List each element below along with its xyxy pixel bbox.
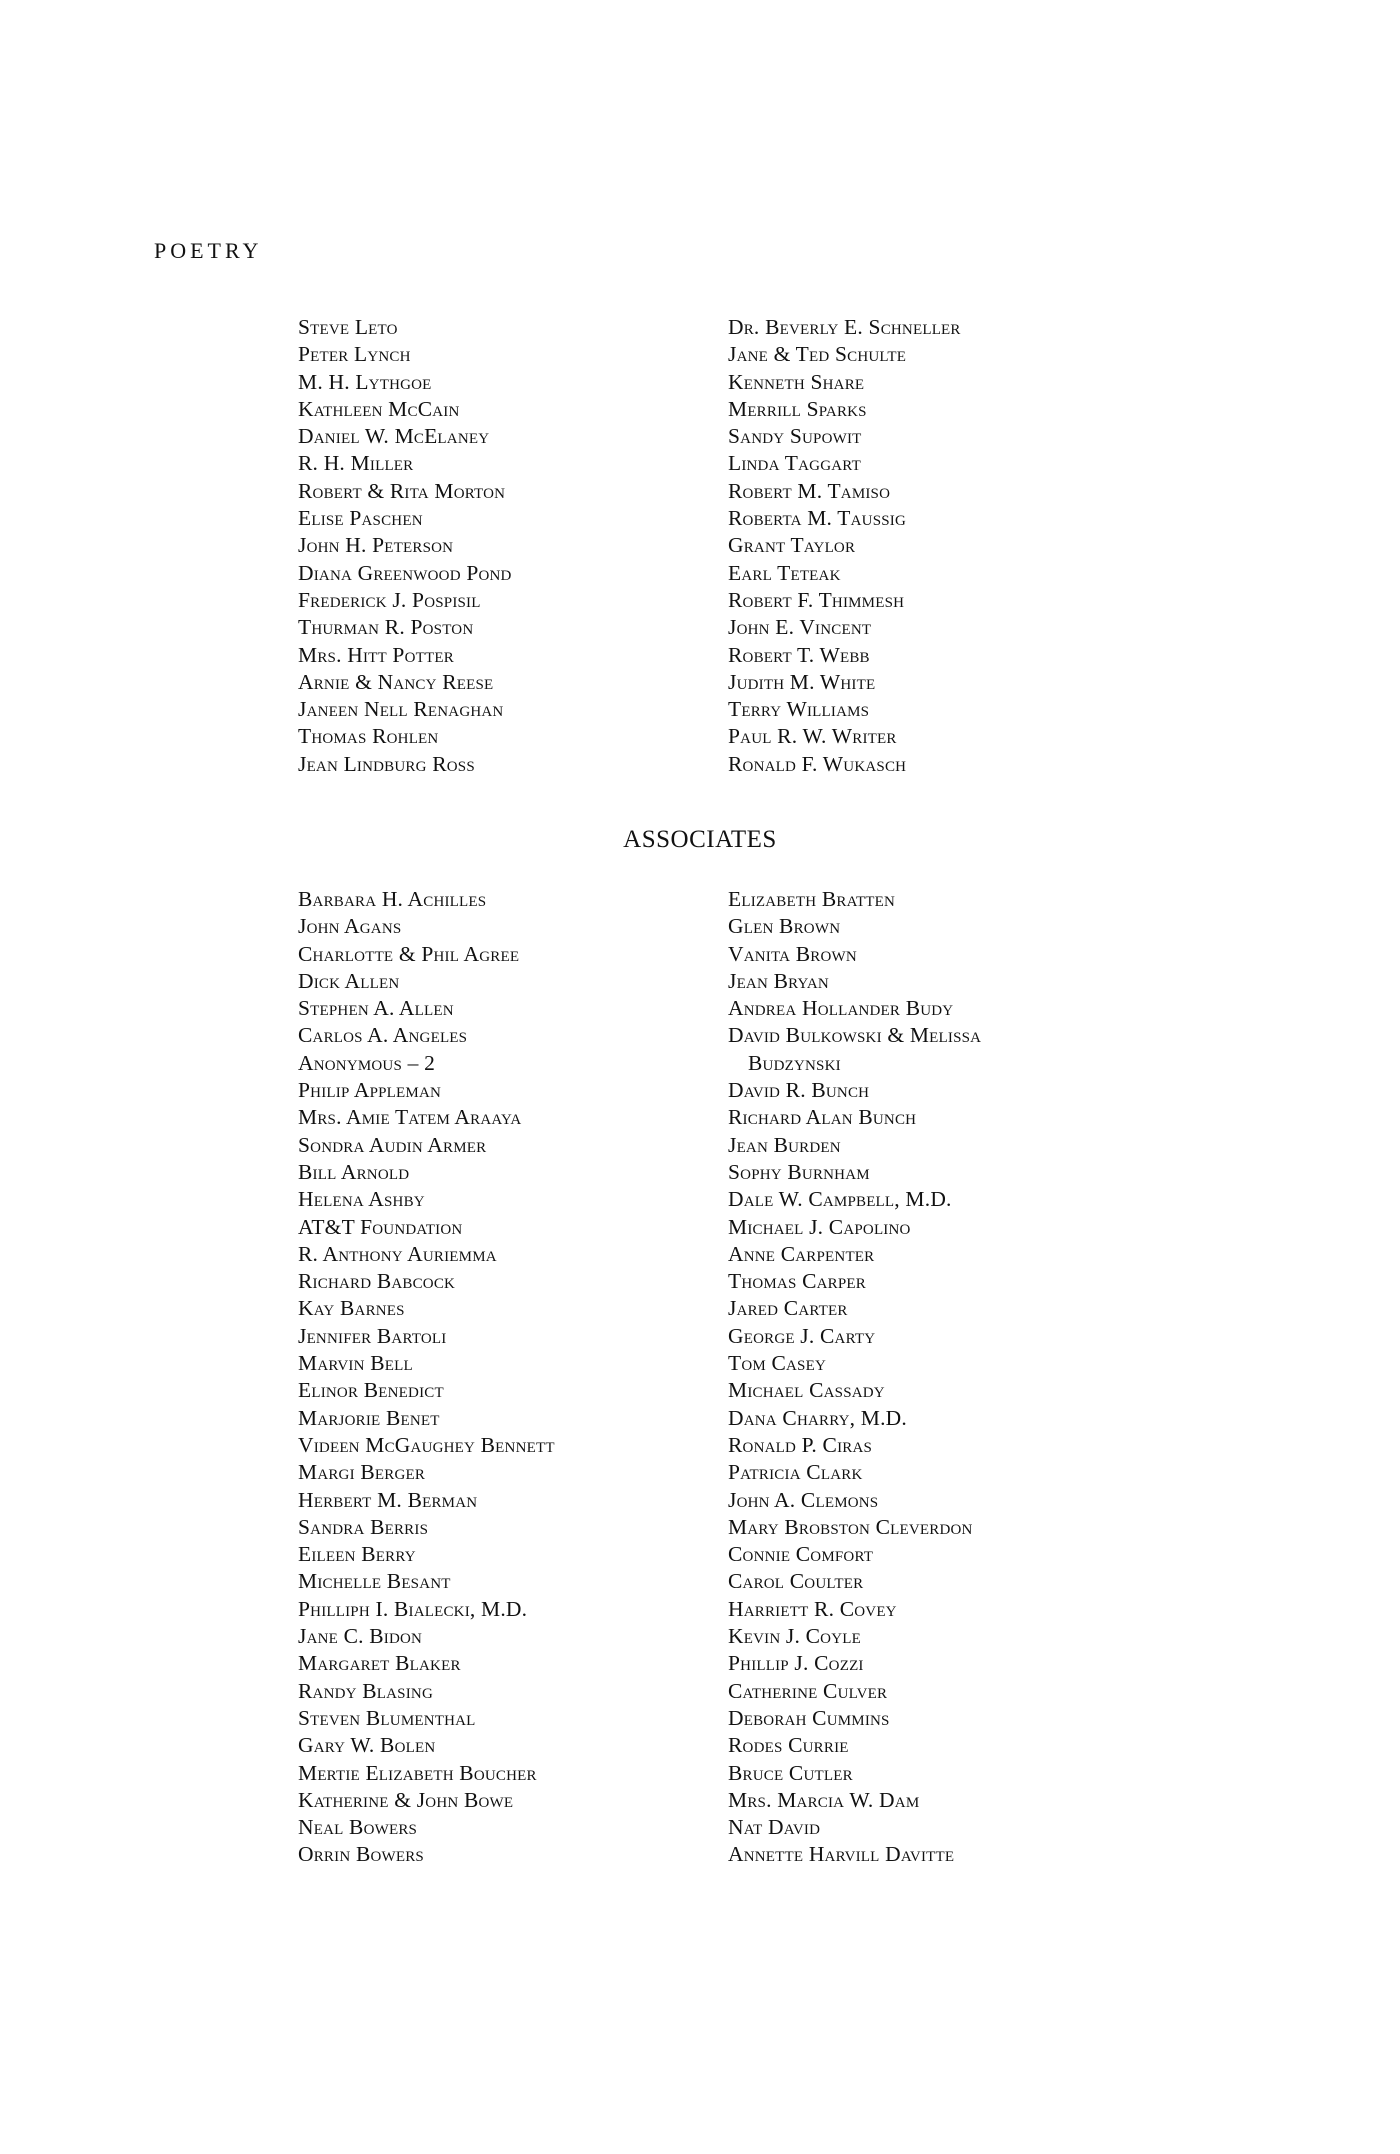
associates-heading: ASSOCIATES <box>623 826 777 853</box>
associate-name: Eileen Berry <box>298 1542 416 1567</box>
donor-name: Grant Taylor <box>728 533 856 558</box>
associate-name: Margaret Blaker <box>298 1651 461 1676</box>
associate-name-continuation: Budzynski <box>748 1050 841 1075</box>
associate-name: Charlotte & Phil Agree <box>298 941 520 966</box>
donor-name: Robert & Rita Morton <box>298 478 506 503</box>
donor-name: Robert F. Thimmesh <box>728 587 905 612</box>
associate-name: Michael Cassady <box>728 1378 885 1403</box>
associate-name: Mary Brobston Cleverdon <box>728 1514 973 1539</box>
associate-name: Richard Babcock <box>298 1269 456 1294</box>
associate-name: Mrs. Amie Tatem Araaya <box>298 1105 522 1130</box>
associate-name: Carlos A. Angeles <box>298 1023 468 1048</box>
associate-name: Nat David <box>728 1815 821 1840</box>
associate-name: Sondra Audin Armer <box>298 1132 487 1157</box>
associate-name: Tom Casey <box>728 1351 826 1376</box>
associate-name: Margi Berger <box>298 1460 426 1485</box>
associate-name: Gary W. Bolen <box>298 1733 436 1758</box>
donor-name: Kenneth Share <box>728 369 865 394</box>
donor-name: Kathleen McCain <box>298 396 460 421</box>
associate-name: Herbert M. Berman <box>298 1487 478 1512</box>
associate-name: John A. Clemons <box>728 1487 879 1512</box>
associate-name: Jennifer Bartoli <box>298 1323 447 1348</box>
donor-name: Judith M. White <box>728 669 876 694</box>
donor-name: Thomas Rohlen <box>298 724 439 749</box>
associate-name: Mertie Elizabeth Boucher <box>298 1760 537 1785</box>
associate-name: Jean Burden <box>728 1132 841 1157</box>
donor-list-right <box>728 314 961 778</box>
associate-name: Rodes Currie <box>728 1733 849 1758</box>
donor-name: Peter Lynch <box>298 342 411 367</box>
donor-name: Frederick J. Pospisil <box>298 587 481 612</box>
donor-name: Diana Greenwood Pond <box>298 560 512 585</box>
associate-name: Katherine & John Bowe <box>298 1787 514 1812</box>
donor-name: Sandy Supowit <box>728 424 862 449</box>
associate-name: Michael J. Capolino <box>728 1214 911 1239</box>
associate-name: Patricia Clark <box>728 1460 863 1485</box>
donor-name: John H. Peterson <box>298 533 454 558</box>
associate-name: Elinor Benedict <box>298 1378 444 1403</box>
associate-name: Glen Brown <box>728 914 841 939</box>
associate-name: David Bulkowski & Melissa <box>728 1023 982 1048</box>
donor-name: Mrs. Hitt Potter <box>298 642 454 667</box>
associate-name: Elizabeth Bratten <box>728 887 896 911</box>
associate-name: Catherine Culver <box>728 1678 888 1703</box>
associate-name: Steven Blumenthal <box>298 1705 476 1730</box>
donor-name: R. H. Miller <box>298 451 414 476</box>
associate-name: Carol Coulter <box>728 1569 864 1594</box>
associate-name: Dick Allen <box>298 968 400 993</box>
associate-name: Jane C. Bidon <box>298 1624 423 1649</box>
associate-name: Andrea Hollander Budy <box>728 996 954 1021</box>
associate-name: Kay Barnes <box>298 1296 405 1321</box>
associate-name: Jean Bryan <box>728 968 829 993</box>
associate-name: Sandra Berris <box>298 1514 429 1539</box>
associate-name: Helena Ashby <box>298 1187 425 1212</box>
associate-name: Marvin Bell <box>298 1351 413 1376</box>
donor-name: Roberta M. Taussig <box>728 506 907 531</box>
donor-name: M. H. Lythgoe <box>298 369 432 394</box>
associate-name: Phillip J. Cozzi <box>728 1651 864 1676</box>
associate-name: Kevin J. Coyle <box>728 1624 861 1649</box>
associate-name: Stephen A. Allen <box>298 996 454 1021</box>
associate-name: Connie Comfort <box>728 1542 874 1567</box>
donor-name: Dr. Beverly E. Schneller <box>728 315 961 339</box>
associate-name: George J. Carty <box>728 1323 876 1348</box>
donor-name: Ronald F. Wukasch <box>728 751 907 776</box>
associate-name: Videen McGaughey Bennett <box>298 1432 555 1457</box>
associate-name: Philliph I. Bialecki, M.D. <box>298 1596 528 1621</box>
donor-name: Daniel W. McElaney <box>298 424 490 449</box>
associate-name: Neal Bowers <box>298 1815 418 1840</box>
associate-name: Bruce Cutler <box>728 1760 853 1785</box>
associate-name: Dana Charry, M.D. <box>728 1405 907 1430</box>
associate-name: Jared Carter <box>728 1296 848 1321</box>
donor-name: Linda Taggart <box>728 451 861 476</box>
associate-name: Bill Arnold <box>298 1159 410 1184</box>
donor-name: Robert T. Webb <box>728 642 870 667</box>
donor-name: Earl Teteak <box>728 560 841 585</box>
donor-name: Jane & Ted Schulte <box>728 342 907 367</box>
donor-name: Paul R. W. Writer <box>728 724 897 749</box>
associate-name: AT&T Foundation <box>298 1214 463 1239</box>
donor-name: Robert M. Tamiso <box>728 478 891 503</box>
donor-name: John E. Vincent <box>728 615 872 640</box>
donor-name: Elise Paschen <box>298 506 423 531</box>
associates-list-left <box>298 886 555 1869</box>
associate-name: Richard Alan Bunch <box>728 1105 917 1130</box>
associate-name: Orrin Bowers <box>298 1842 424 1867</box>
associates-list-right <box>728 886 981 1869</box>
associate-name: Harriett R. Covey <box>728 1596 897 1621</box>
donor-name: Steve Leto <box>298 315 398 339</box>
associate-name: Philip Appleman <box>298 1078 442 1103</box>
associate-name: Randy Blasing <box>298 1678 433 1703</box>
associate-name: Ronald P. Ciras <box>728 1432 873 1457</box>
running-head: POETRY <box>154 238 263 263</box>
associate-name: Deborah Cummins <box>728 1705 890 1730</box>
associate-name: Annette Harvill Davitte <box>728 1842 955 1867</box>
associate-name: R. Anthony Auriemma <box>298 1241 497 1266</box>
associate-name: David R. Bunch <box>728 1078 870 1103</box>
associate-name: Thomas Carper <box>728 1269 866 1294</box>
associate-name: Michelle Besant <box>298 1569 451 1594</box>
associate-name: Vanita Brown <box>728 941 857 966</box>
associate-name: Anne Carpenter <box>728 1241 875 1266</box>
donor-name: Janeen Nell Renaghan <box>298 697 504 722</box>
associate-name: Mrs. Marcia W. Dam <box>728 1787 920 1812</box>
donor-name: Merrill Sparks <box>728 396 867 421</box>
donor-name: Terry Williams <box>728 697 870 722</box>
donor-name: Thurman R. Poston <box>298 615 474 640</box>
donor-list-left <box>298 314 512 778</box>
associate-name: Marjorie Benet <box>298 1405 440 1430</box>
associate-name: John Agans <box>298 914 402 939</box>
donor-name: Arnie & Nancy Reese <box>298 669 494 694</box>
donor-name: Jean Lindburg Ross <box>298 751 475 776</box>
associate-name: Dale W. Campbell, M.D. <box>728 1187 952 1212</box>
associate-name: Sophy Burnham <box>728 1159 870 1184</box>
associate-name: Anonymous – 2 <box>298 1050 436 1075</box>
associate-name: Barbara H. Achilles <box>298 887 487 911</box>
